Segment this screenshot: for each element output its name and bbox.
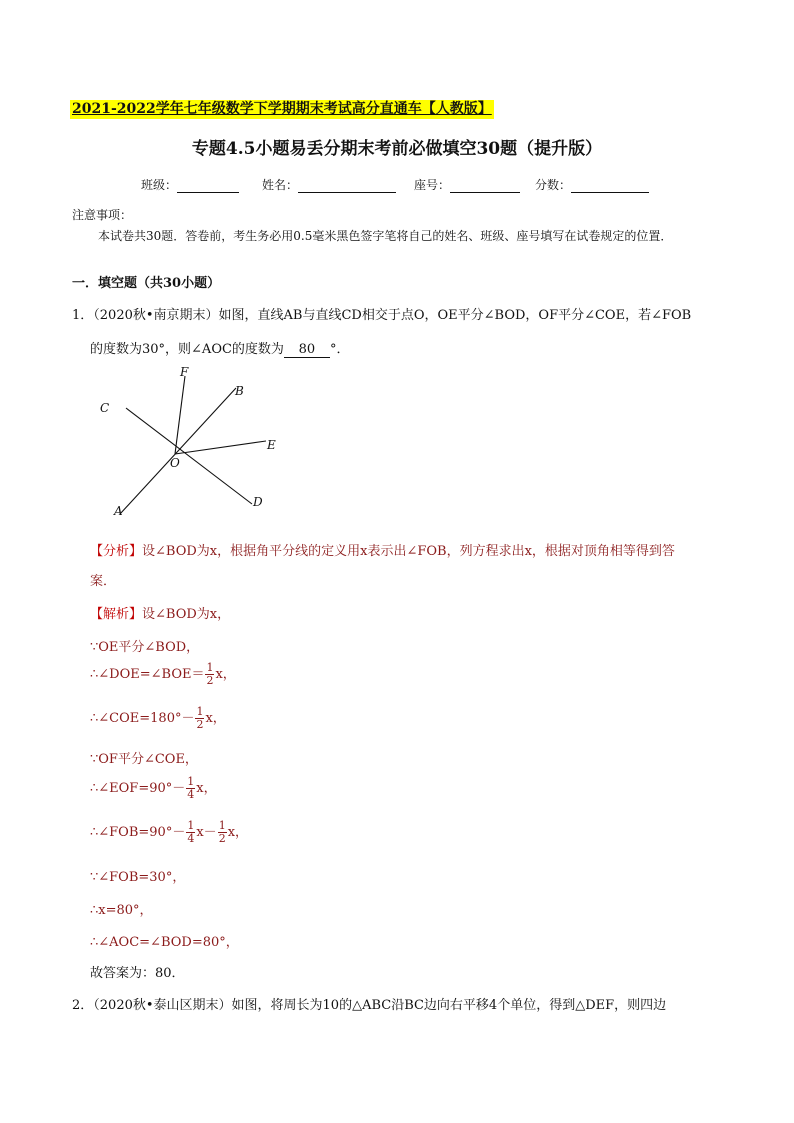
ray-of xyxy=(175,376,185,454)
series-banner: 2021-2022学年七年级数学下学期期末考试高分直通车【人教版】 xyxy=(72,101,492,117)
numerator: 1 xyxy=(218,819,226,832)
q1-stem-line1: 1．（2020秋•南京期末）如图，直线AB与直线CD相交于点O，OE平分∠BOD，OF平分∠COE，若∠FOB xyxy=(72,308,692,323)
name-blank[interactable] xyxy=(298,179,396,193)
s6-mid: x－ xyxy=(196,825,217,840)
q1-answer-blank: 80 xyxy=(284,342,330,358)
s2-post: x， xyxy=(215,667,236,682)
q1-angle-figure xyxy=(100,364,290,520)
q1-solution-line8: ∴x=80°， xyxy=(90,903,153,918)
seat-field xyxy=(414,176,520,193)
section-title: 一．填空题（共30小题） xyxy=(72,276,221,291)
fraction-half xyxy=(218,820,227,845)
s6-post: x， xyxy=(227,825,249,840)
q1-stem-line2 xyxy=(90,338,349,358)
numerator: 1 xyxy=(187,819,195,832)
s6-pre: ∴∠FOB=90°－ xyxy=(90,825,186,840)
q1-solution-line1: ∵OE平分∠BOD， xyxy=(90,640,200,655)
q1-solution-line6 xyxy=(90,820,248,845)
denominator: 2 xyxy=(206,674,214,687)
score-field xyxy=(535,176,649,193)
q1-stem-pre: 的度数为30°，则∠AOC的度数为 xyxy=(90,342,284,357)
label-d: D xyxy=(253,495,263,509)
seat-blank[interactable] xyxy=(450,179,520,193)
q1-solution-line9: ∴∠AOC=∠BOD=80°， xyxy=(90,935,239,950)
label-a: A xyxy=(114,504,123,518)
q2-stem-line1: 2．（2020秋•泰山区期末）如图，将周长为10的△ABC沿BC边向右平移4个单位，得到△DEF，则四边 xyxy=(72,998,667,1013)
seat-label: 座号： xyxy=(414,178,451,192)
fraction-quarter xyxy=(186,820,195,845)
label-o: O xyxy=(170,456,180,470)
solution-tag: 【解析】 xyxy=(90,607,143,622)
s3-pre: ∴∠COE=180°－ xyxy=(90,711,195,726)
q1-solution-line0 xyxy=(90,603,230,622)
name-label: 姓名： xyxy=(262,178,299,192)
analysis-text: 设∠BOD为x，根据角平分线的定义用x表示出∠FOB，列方程求出x，根据对顶角相等得到答 xyxy=(142,544,675,559)
label-b: B xyxy=(235,384,244,398)
class-field xyxy=(141,176,239,193)
s3-post: x， xyxy=(205,711,226,726)
line-cd xyxy=(126,408,252,504)
solution-text: 设∠BOD为x， xyxy=(142,607,231,622)
line-ab xyxy=(120,388,236,514)
page-title: 专题4.5小题易丢分期末考前必做填空30题（提升版） xyxy=(191,139,603,159)
q1-solution-line4: ∵OF平分∠COE， xyxy=(90,752,198,767)
score-label: 分数： xyxy=(535,178,572,192)
s5-post: x， xyxy=(196,781,217,796)
class-label: 班级： xyxy=(141,178,178,192)
fraction-quarter xyxy=(186,776,195,801)
q1-analysis-cont: 案． xyxy=(90,574,117,589)
denominator: 2 xyxy=(218,832,226,845)
q1-solution-line7: ∵∠FOB=30°， xyxy=(90,870,186,885)
class-blank[interactable] xyxy=(177,179,239,193)
denominator: 2 xyxy=(196,718,204,731)
q1-analysis xyxy=(90,540,675,559)
q1-solution-line3 xyxy=(90,706,226,731)
q1-stem-post: °． xyxy=(329,342,350,357)
label-e: E xyxy=(267,438,276,452)
score-blank[interactable] xyxy=(571,179,649,193)
analysis-tag: 【分析】 xyxy=(90,544,143,559)
label-f: F xyxy=(180,365,189,379)
numerator: 1 xyxy=(187,775,195,788)
label-c: C xyxy=(100,401,110,415)
name-field xyxy=(262,176,396,193)
fraction-half xyxy=(205,662,214,687)
notes-title: 注意事项： xyxy=(72,208,133,222)
q1-final-answer: 故答案为：80． xyxy=(90,966,185,981)
fraction-half xyxy=(195,706,204,731)
denominator: 4 xyxy=(187,788,195,801)
numerator: 1 xyxy=(206,661,214,674)
denominator: 4 xyxy=(187,832,195,845)
q1-solution-line2 xyxy=(90,662,236,687)
s2-pre: ∴∠DOE=∠BOE＝ xyxy=(90,667,205,682)
q1-solution-line5 xyxy=(90,776,217,801)
ray-oe xyxy=(175,441,266,454)
s5-pre: ∴∠EOF=90°－ xyxy=(90,781,186,796)
numerator: 1 xyxy=(196,705,204,718)
notes-body: 本试卷共30题．答卷前，考生务必用0.5毫米黑色签字笔将自己的姓名、班级、座号填写在试卷规定的位置． xyxy=(98,229,673,243)
